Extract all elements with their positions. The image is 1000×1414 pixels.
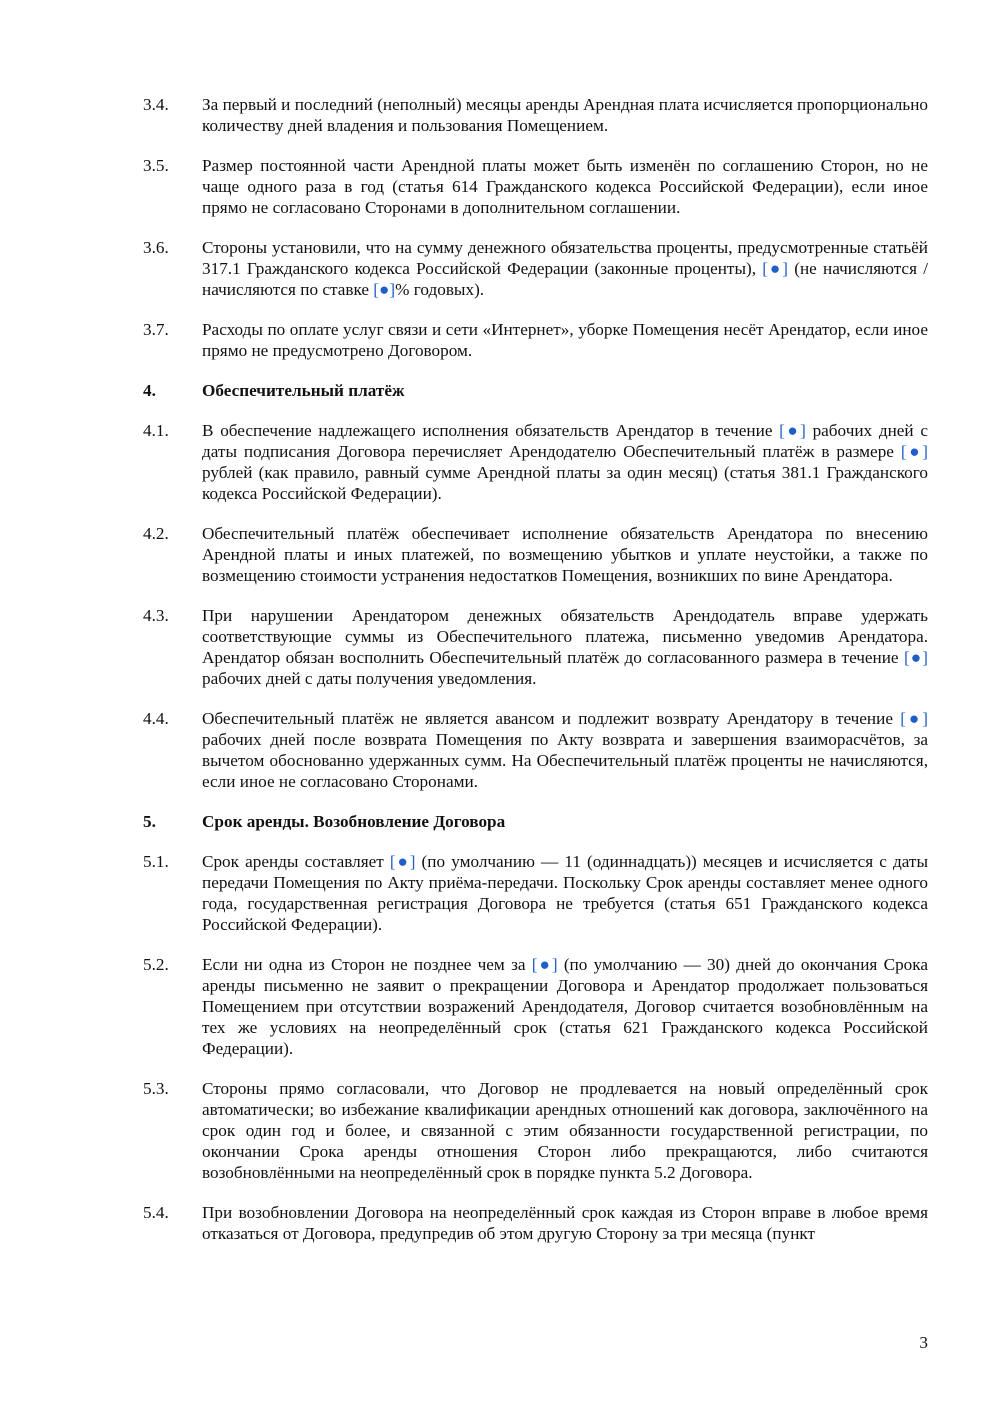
clause-number: 4.1. [143,421,169,440]
clause-text [202,708,928,792]
text-segment: Расходы по оплате услуг связи и сети «Интернет», уборке Помещения несёт Арендатор, если иное прямо не предусмотрено Договором. [202,320,928,360]
clause-number: 4.3. [143,606,169,625]
text-segment: (по умолчанию — 11 (одиннадцать)) месяцев и исчисляется с даты передачи Помещения по Акту приёма-передачи. Поскольку Срок аренды составляет менее одного года, государственная регистрация Договора не требуется (статья 651 Гражданского кодекса Российской Федерации). [202,852,928,934]
section-heading [143,380,928,401]
text-segment: Если ни одна из Сторон не позднее чем за [202,955,532,974]
clause-number: 5. [143,812,156,831]
text-segment: % годовых). [395,280,485,299]
clause-text [202,155,928,218]
text-segment: Обеспечительный платёж [202,381,405,400]
text-segment: При нарушении Арендатором денежных обязательств Арендодатель вправе удержать соответствующие суммы из Обеспечительного платежа, письменно уведомив Арендатора. Арендатор обязан восполнить Обеспечительный платёж до согласованного размера в течение [202,606,928,667]
clause [143,1202,928,1244]
text-segment: (по умолчанию — 30) дней до окончания Срока аренды письменно не заявит о прекращении Договора и Арендатор продолжает пользоваться Помещением при отсутствии возражений Арендодателя, Договор считается возобновлённым на тех же условиях на неопределённый срок (статья 621 Гражданского кодекса Российской Федерации). [202,955,928,1058]
clause-text [202,523,928,586]
clause [143,237,928,300]
placeholder-marker: [●] [373,280,396,299]
text-segment: рабочих дней с даты подписания Договора перечисляет Арендодателю Обеспечительный платёж в размере [202,421,928,461]
clause-text [202,1078,928,1183]
text-segment: Размер постоянной части Арендной платы может быть изменён по соглашению Сторон, но не чаще одного раза в год (статья 614 Гражданского кодекса Российской Федерации), если иное прямо не согласовано Сторонами в дополнительном соглашении. [202,156,928,217]
clause [143,94,928,136]
section-heading [143,811,928,832]
clause-text [202,94,928,136]
clause [143,523,928,586]
placeholder-marker: [●] [903,648,928,667]
text-segment: рублей (как правило, равный сумме Арендной платы за один месяц) (статья 381.1 Гражданского кодекса Российской Федерации). [202,463,928,503]
placeholder-marker: [●] [762,259,788,278]
clause [143,851,928,935]
clause-text [202,605,928,689]
text-segment: За первый и последний (неполный) месяцы аренды Арендная плата исчисляется пропорционально количеству дней владения и пользования Помещением. [202,95,928,135]
clause-text [202,954,928,1059]
text-segment: рабочих дней после возврата Помещения по Акту возврата и завершения взаиморасчётов, за вычетом обоснованно удержанных сумм. На Обеспечительный платёж проценты не начисляются, если иное не согласовано Сторонами. [202,730,928,791]
clause-number: 4. [143,381,156,400]
clause-number: 3.7. [143,320,169,339]
clause [143,708,928,792]
clause-text [202,237,928,300]
text-segment: (не начисляются / начисляются по ставке [202,259,928,299]
text-segment: В обеспечение надлежащего исполнения обязательств Арендатор в течение [202,421,780,440]
clause-number: 3.6. [143,238,169,257]
clause-text [202,851,928,935]
text-segment: Стороны прямо согласовали, что Договор не продлевается на новый определённый срок автоматически; во избежание квалификации арендных отношений как договора, заключённого на срок один год и более, и связанной с этим обязанности государственной регистрации, по окончании Срока аренды отношения Сторон либо прекращаются, либо считаются возобновлёнными на неопределённый срок в порядке пункта 5.2 Договора. [202,1079,928,1182]
clause [143,605,928,689]
clause [143,155,928,218]
clause [143,319,928,361]
placeholder-marker: [●] [389,852,416,871]
clause [143,954,928,1059]
placeholder-marker: [●] [900,442,928,461]
clause-number: 4.4. [143,709,169,728]
clause [143,420,928,504]
clause-number: 4.2. [143,524,169,543]
placeholder-marker: [●] [900,709,928,728]
clause-number: 5.2. [143,955,169,974]
section-title [202,811,928,832]
clause-text [202,420,928,504]
clause-number: 5.4. [143,1203,169,1222]
text-segment: Обеспечительный платёж не является авансом и подлежит возврату Арендатору в течение [202,709,901,728]
text-segment: рабочих дней с даты получения уведомления. [202,669,537,688]
placeholder-marker: [●] [531,955,558,974]
text-segment: Обеспечительный платёж обеспечивает исполнение обязательств Арендатора по внесению Арендной платы и иных платежей, по возмещению убытков и уплате неустойки, а также по возмещению стоимости устранения недостатков Помещения, возникших по вине Арендатора. [202,524,928,585]
text-segment: Срок аренды составляет [202,852,390,871]
text-segment: При возобновлении Договора на неопределённый срок каждая из Сторон вправе в любое время отказаться от Договора, предупредив об этом другую Сторону за три месяца (пункт [202,1203,928,1243]
page-number: 3 [919,1333,928,1352]
clause-text [202,1202,928,1244]
text-segment: Стороны установили, что на сумму денежного обязательства проценты, предусмотренные статьёй 317.1 Гражданского кодекса Российской Федерации (законные проценты), [202,238,928,278]
text-segment: Срок аренды. Возобновление Договора [202,812,506,831]
clause [143,1078,928,1183]
clause-number: 3.4. [143,95,169,114]
document-body [143,94,928,1263]
clause-text [202,319,928,361]
clause-number: 3.5. [143,156,169,175]
clause-number: 5.1. [143,852,169,871]
clause-number: 5.3. [143,1079,169,1098]
placeholder-marker: [●] [779,421,806,440]
section-title [202,380,928,401]
